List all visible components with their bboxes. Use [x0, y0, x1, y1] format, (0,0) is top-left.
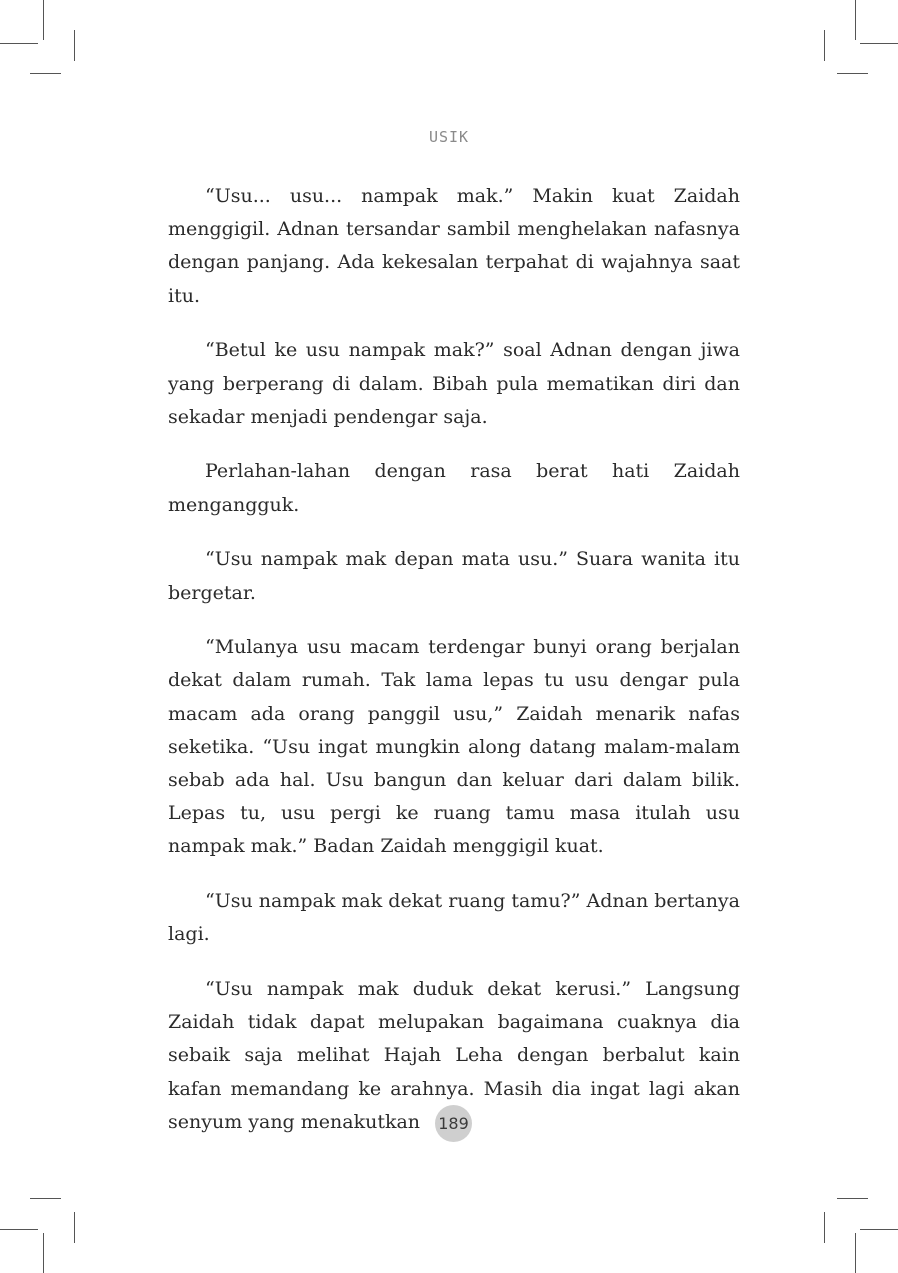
- crop-mark: [860, 1229, 898, 1230]
- paragraph: “Usu... usu... nampak mak.” Makin kuat Zaidah menggigil. Adnan tersandar sambil menghelakan nafasnya dengan panjang. Ada kekesalan terpahat di wajahnya saat itu.: [168, 185, 740, 307]
- body-text: [168, 180, 740, 1161]
- paragraph: “Betul ke usu nampak mak?” soal Adnan dengan jiwa yang berperang di dalam. Bibah pula mematikan diri dan sekadar menjadi pendengar saja.: [168, 339, 740, 428]
- paragraph: “Mulanya usu macam terdengar bunyi orang berjalan dekat dalam rumah. Tak lama lepas tu usu dengar pula macam ada orang panggil usu,” Zaidah menarik nafas seketika. “Usu ingat mungkin along datang malam-malam sebab ada hal. Usu bangun dan keluar dari dalam bilik. Lepas tu, usu pergi ke ruang tamu masa itulah usu nampak mak.” Badan Zaidah menggigil kuat.: [168, 636, 740, 858]
- crop-mark: [837, 73, 868, 74]
- crop-mark: [74, 30, 75, 61]
- crop-mark: [30, 73, 61, 74]
- running-head: USIK: [428, 128, 470, 146]
- crop-mark: [74, 1212, 75, 1243]
- paragraph: “Usu nampak mak depan mata usu.” Suara wanita itu bergetar.: [168, 548, 740, 604]
- paragraph: “Usu nampak mak duduk dekat kerusi.” Langsung Zaidah tidak dapat melupakan bagaimana cuaknya dia sebaik saja melihat Hajah Leha dengan berbalut kain kafan memandang ke arahnya. Masih dia ingat lagi akan senyum yang menakutkan: [168, 978, 740, 1133]
- paragraph: Perlahan-lahan dengan rasa berat hati Zaidah mengangguk.: [168, 460, 740, 516]
- crop-mark: [824, 1212, 825, 1243]
- crop-mark: [855, 0, 856, 40]
- crop-mark: [0, 1229, 38, 1230]
- crop-mark: [837, 1198, 868, 1199]
- crop-mark: [0, 43, 38, 44]
- crop-mark: [860, 43, 898, 44]
- crop-mark: [824, 30, 825, 61]
- paragraph: “Usu nampak mak dekat ruang tamu?” Adnan bertanya lagi.: [168, 890, 740, 946]
- crop-mark: [855, 1233, 856, 1273]
- page-number: 189: [435, 1105, 472, 1142]
- crop-mark: [30, 1198, 61, 1199]
- crop-mark: [43, 1233, 44, 1273]
- crop-mark: [43, 0, 44, 40]
